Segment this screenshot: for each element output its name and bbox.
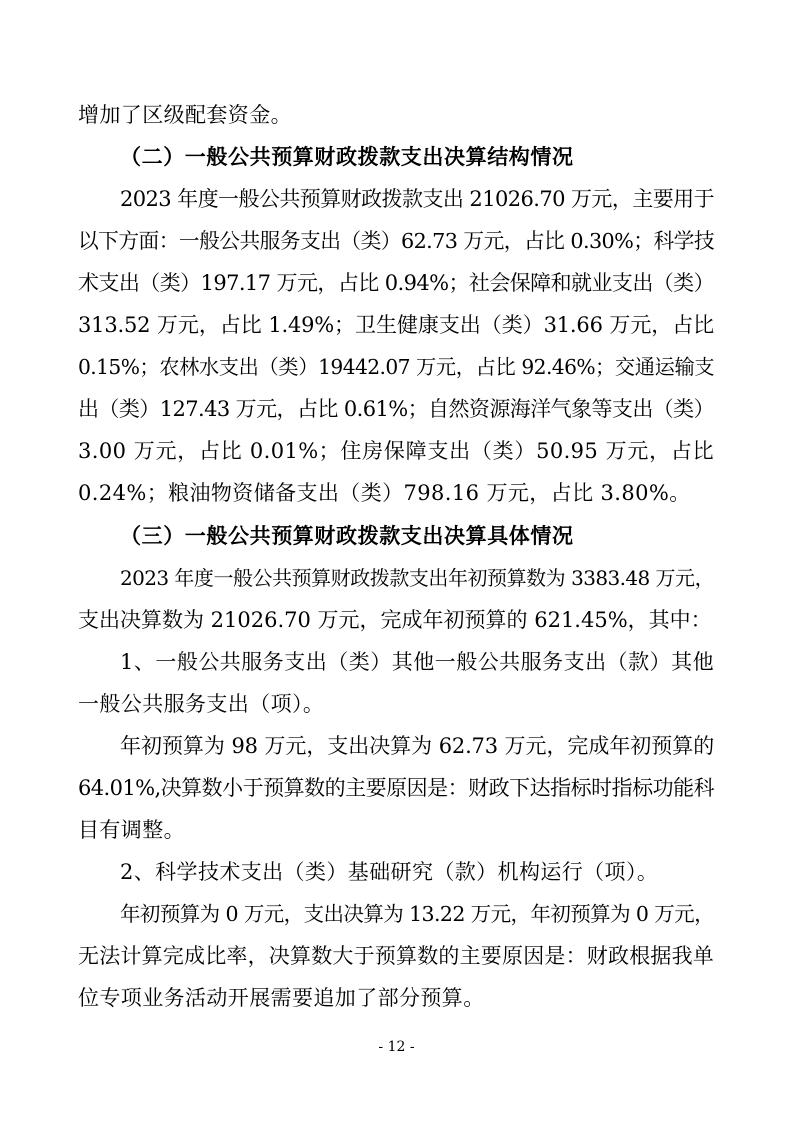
text-line: 2023 年度一般公共预算财政拨款支出 21026.70 万元，主要用于: [120, 187, 714, 211]
text-line: 术支出（类）197.17 万元，占比 0.94%；社会保障和就业支出（类）: [78, 271, 714, 295]
text-line: 无法计算完成比率，决算数大于预算数的主要原因是：财政根据我单: [78, 944, 714, 968]
text-line: 增加了区级配套资金。: [78, 103, 292, 127]
text-line: 年初预算为 0 万元，支出决算为 13.22 万元，年初预算为 0 万元，: [120, 902, 714, 926]
text-line: 2023 年度一般公共预算财政拨款支出年初预算数为 3383.48 万元，: [120, 566, 714, 590]
text-line: 目有调整。: [78, 818, 185, 842]
text-line: 出（类）127.43 万元，占比 0.61%；自然资源海洋气象等支出（类）: [78, 397, 714, 421]
text-line: 0.15%；农林水支出（类）19442.07 万元，占比 92.46%；交通运输支: [78, 355, 714, 379]
text-line: 以下方面：一般公共服务支出（类）62.73 万元，占比 0.30%；科学技: [78, 229, 714, 253]
page-number: - 12 -: [378, 1039, 415, 1055]
text-line: 年初预算为 98 万元，支出决算为 62.73 万元，完成年初预算的: [120, 734, 714, 758]
text-line: 1、一般公共服务支出（类）其他一般公共服务支出（款）其他: [120, 650, 714, 674]
text-line: 313.52 万元，占比 1.49%；卫生健康支出（类）31.66 万元，占比: [78, 313, 714, 337]
text-line: 位专项业务活动开展需要追加了部分预算。: [78, 986, 485, 1010]
section-heading: （二）一般公共预算财政拨款支出决算结构情况: [120, 145, 574, 169]
text-line: 2、科学技术支出（类）基础研究（款）机构运行（项）。: [120, 860, 659, 884]
text-line: 64.01%,决算数小于预算数的主要原因是：财政下达指标时指标功能科: [78, 776, 714, 800]
text-line: 支出决算数为 21026.70 万元，完成年初预算的 621.45%，其中：: [78, 608, 712, 632]
text-line: 3.00 万元，占比 0.01%；住房保障支出（类）50.95 万元，占比: [78, 439, 714, 463]
text-line: 0.24%；粮油物资储备支出（类）798.16 万元，占比 3.80%。: [78, 481, 691, 505]
text-line: 一般公共服务支出（项）。: [78, 692, 325, 716]
section-heading: （三）一般公共预算财政拨款支出决算具体情况: [120, 524, 574, 548]
